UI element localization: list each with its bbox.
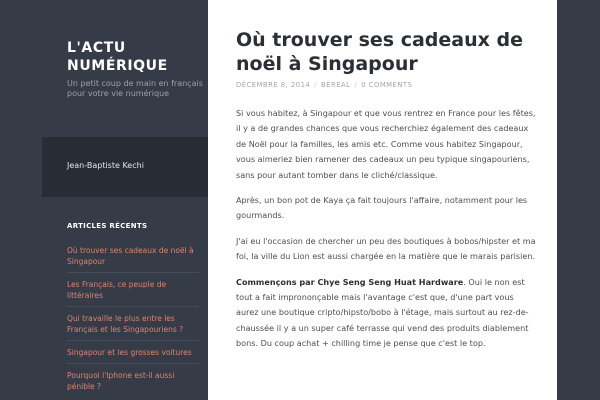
list-item <box>67 279 199 307</box>
main-content <box>208 0 557 400</box>
post-paragraph: Si vous habitez, à Singapour et que vous rentrez en France pour les fêtes, il y a de grandes chances que vous recherchiez également des cadeaux de Noël pour la familles, les amis etc. Comme vous habitez Singapour, vous aimeriez bien ramener des cadeaux un peu typique singapouriens, sans pour autant tomber dans le cliché/classique. <box>236 108 536 180</box>
site-title[interactable] <box>67 39 207 75</box>
site-title-line-1[interactable]: L'ACTU <box>67 40 126 56</box>
list-item <box>67 313 199 341</box>
list-item <box>67 370 199 397</box>
post-title[interactable]: Où trouver ses cadeaux de noël à Singapour <box>236 29 523 75</box>
post-meta <box>236 81 412 89</box>
post-paragraph: Après, un bon pot de Kaya ça fait toujours l'affaire, notamment pour les gourmands. <box>236 195 528 221</box>
recent-posts-heading: ARTICLES RÉCENTS <box>67 222 148 230</box>
site-description: Un petit coup de main en français pour votre vie numérique <box>67 79 203 98</box>
post-category[interactable]: BEREAL <box>321 81 351 89</box>
meta-separator: / <box>354 81 358 89</box>
meta-separator: / <box>314 81 318 89</box>
post-paragraph-rest: . Oui le non est tout a fait imprononçable mais l'avantage c'est que, d'une part vous aurez une boutique cripto/hipsto/bobo à l'étage, mais surtout au rez-de-chaussée il y a un super café terrasse qui vend des produits diablement bons. Du coup achat + chilling time je pense que c'est le top. <box>236 276 529 349</box>
post-date[interactable]: DÉCEMBRE 8, 2014 <box>236 81 311 89</box>
recent-post-link[interactable]: Les Français, ce peuple de littéraires <box>67 280 167 300</box>
recent-post-link[interactable]: Qui travaille le plus entre les Français et les Singapouriens ? <box>67 314 184 334</box>
author-name: Jean-Baptiste Kechi <box>67 161 144 170</box>
site-title-line-2[interactable]: NUMÉRIQUE <box>67 58 168 74</box>
recent-post-link[interactable]: Pourquoi l'Iphone est-il aussi pénible ? <box>67 371 175 391</box>
recent-posts-list <box>67 245 199 400</box>
list-item <box>67 347 199 364</box>
recent-post-link[interactable]: Singapour et les grosses voitures <box>67 348 192 357</box>
recent-post-link[interactable]: Où trouver ses cadeaux de noël à Singapour <box>67 246 194 266</box>
post-paragraph: J'ai eu l'occasion de chercher un peu des boutiques à bobos/hipster et ma foi, la ville du Lion est aussi chargée en la matière que le marais parisien. <box>236 235 536 262</box>
list-item <box>67 245 199 273</box>
post-body <box>236 106 536 362</box>
post-comments-link[interactable]: 0 COMMENTS <box>361 81 413 89</box>
author-box <box>42 137 208 197</box>
sidebar <box>42 0 208 400</box>
post-paragraph <box>236 275 536 352</box>
post-paragraph-bold: Commençons par Chye Seng Seng Huat Hardware <box>236 276 464 287</box>
